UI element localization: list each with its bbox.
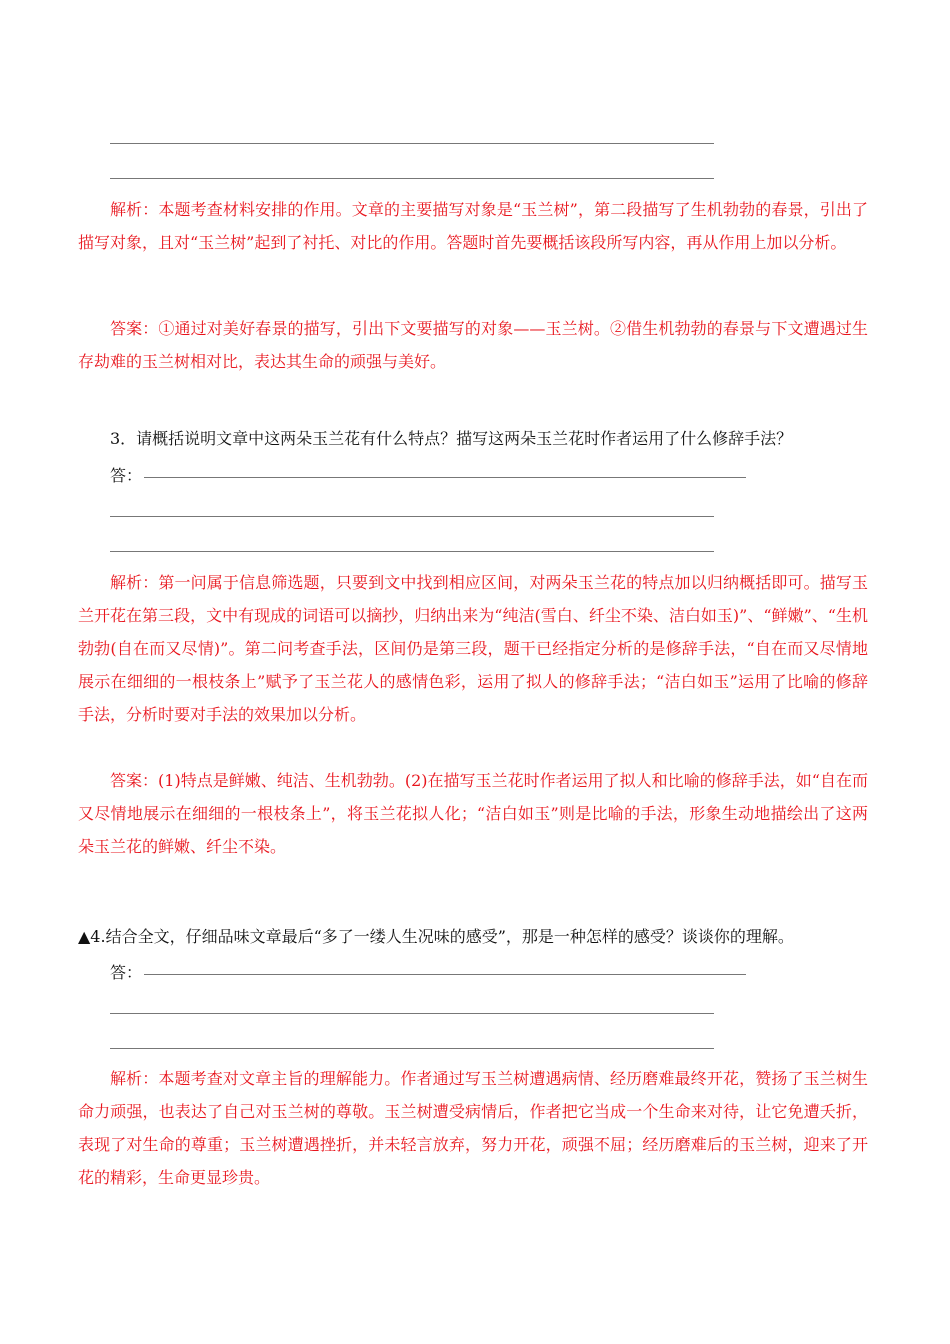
answer-blank-line[interactable] xyxy=(110,551,714,552)
answer-blank-line[interactable] xyxy=(110,1013,714,1014)
q3-answer: 答案：(1)特点是鲜嫩、纯洁、生机勃勃。(2)在描写玉兰花时作者运用了拟人和比喻的修辞手法，如“自在而又尽情地展示在细细的一根枝条上”，将玉兰花拟人化；“洁白如玉”则是比喻的手法，形象生动地描绘出了这两朵玉兰花的鲜嫩、纤尘不染。 xyxy=(78,771,868,856)
answer-blank-line[interactable] xyxy=(110,1048,714,1049)
answer-blank-line[interactable] xyxy=(144,477,746,478)
answer-label: 答： xyxy=(110,466,143,485)
answer-blank-line[interactable] xyxy=(110,143,714,144)
q3-analysis: 解析：第一问属于信息筛选题，只要到文中找到相应区间，对两朵玉兰花的特点加以归纳概括即可。描写玉兰开花在第三段，文中有现成的词语可以摘抄，归纳出来为“纯洁(雪白、纤尘不染、洁白如玉)”、“鲜嫩”、“生机勃勃(自在而又尽情)”。第二问考查手法，区间仍是第三段，题干已经指定分析的是修辞手法，“自在而又尽情地展示在细细的一根枝条上”赋予了玉兰花人的感情色彩，运用了拟人的修辞手法；“洁白如玉”运用了比喻的修辞手法，分析时要对手法的效果加以分析。 xyxy=(78,573,868,724)
q2-analysis: 解析：本题考查材料安排的作用。文章的主要描写对象是“玉兰树”，第二段描写了生机勃勃的春景，引出了描写对象，且对“玉兰树”起到了衬托、对比的作用。答题时首先要概括该段所写内容，再从作用上加以分析。 xyxy=(78,200,868,252)
answer-label: 答： xyxy=(110,963,143,982)
answer-blank-line[interactable] xyxy=(110,516,714,517)
answer-blank-line[interactable] xyxy=(110,178,714,179)
answer-blank-line[interactable] xyxy=(144,974,746,975)
q4-analysis: 解析：本题考查对文章主旨的理解能力。作者通过写玉兰树遭遇病情、经历磨难最终开花，赞扬了玉兰树生命力顽强，也表达了自己对玉兰树的尊敬。玉兰树遭受病情后，作者把它当成一个生命来对待，让它免遭夭折，表现了对生命的尊重；玉兰树遭遇挫折，并未轻言放弃，努力开花，顽强不屈；经历磨难后的玉兰树，迎来了开花的精彩，生命更显珍贵。 xyxy=(78,1069,868,1187)
q4-question: ▲4.结合全文，仔细品味文章最后“多了一缕人生况味的感受”，那是一种怎样的感受？谈谈你的理解。 xyxy=(78,927,794,946)
q3-question: 3．请概括说明文章中这两朵玉兰花有什么特点？描写这两朵玉兰花时作者运用了什么修辞手法？ xyxy=(110,429,793,448)
q2-answer: 答案：①通过对美好春景的描写，引出下文要描写的对象——玉兰树。②借生机勃勃的春景与下文遭遇过生存劫难的玉兰树相对比，表达其生命的顽强与美好。 xyxy=(78,319,868,371)
